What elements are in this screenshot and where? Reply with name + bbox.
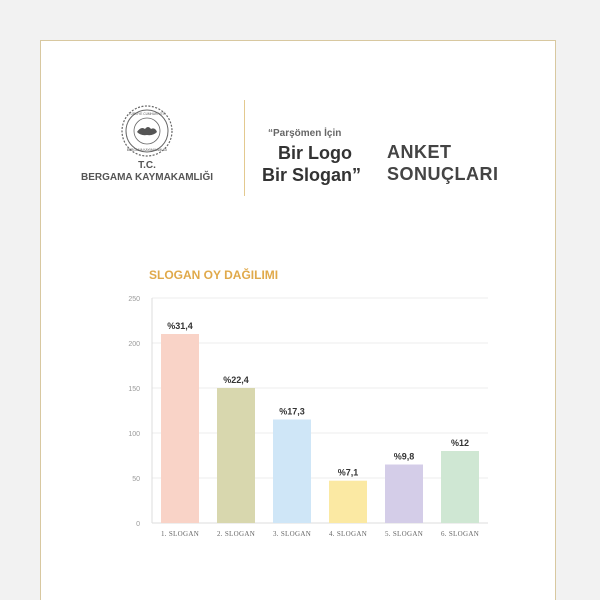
y-tick-label: 50 xyxy=(132,476,140,483)
org-line2: BERGAMA KAYMAKAMLIĞI xyxy=(80,172,214,183)
title-slogan: Bir Slogan” xyxy=(262,165,362,185)
seal-text-top: TÜRKİYE CUMHURİYETİ xyxy=(128,112,166,116)
x-tick-label: 3. SLOGAN xyxy=(272,530,312,538)
y-tick-label: 200 xyxy=(128,341,140,348)
x-tick-label: 4. SLOGAN xyxy=(328,530,368,538)
y-tick-label: 0 xyxy=(136,521,140,528)
bar xyxy=(273,420,311,524)
title-anket-line2: SONUÇLARI xyxy=(387,164,499,184)
data-label: %17,3 xyxy=(279,406,305,417)
seal-text-bottom: BERGAMA KAYMAKAMLIĞI xyxy=(126,148,168,152)
data-label: %12 xyxy=(450,438,470,448)
data-label: %31,4 xyxy=(167,321,193,331)
title-small: “Parşömen İçin xyxy=(268,128,342,139)
bar xyxy=(161,334,199,523)
title-logo: Bir Logo xyxy=(278,143,352,163)
chart-title: SLOGAN OY DAĞILIMI xyxy=(149,268,279,282)
y-tick-label: 150 xyxy=(128,386,140,393)
y-tick-label: 250 xyxy=(128,296,140,303)
data-label: %7,1 xyxy=(337,467,359,478)
title-anket-line1: ANKET xyxy=(387,142,452,162)
org-line1: T.C. xyxy=(138,160,156,171)
data-label: %9,8 xyxy=(393,451,415,462)
x-tick-label: 1. SLOGAN xyxy=(160,530,200,538)
x-tick-label: 5. SLOGAN xyxy=(384,530,424,538)
bar xyxy=(441,451,479,523)
x-tick-label: 2. SLOGAN xyxy=(216,530,256,538)
data-label: %22,4 xyxy=(223,375,249,385)
bar xyxy=(385,465,423,524)
x-tick-label: 6. SLOGAN xyxy=(440,530,480,538)
bar xyxy=(217,388,255,523)
y-tick-label: 100 xyxy=(128,431,140,438)
bar xyxy=(329,481,367,523)
